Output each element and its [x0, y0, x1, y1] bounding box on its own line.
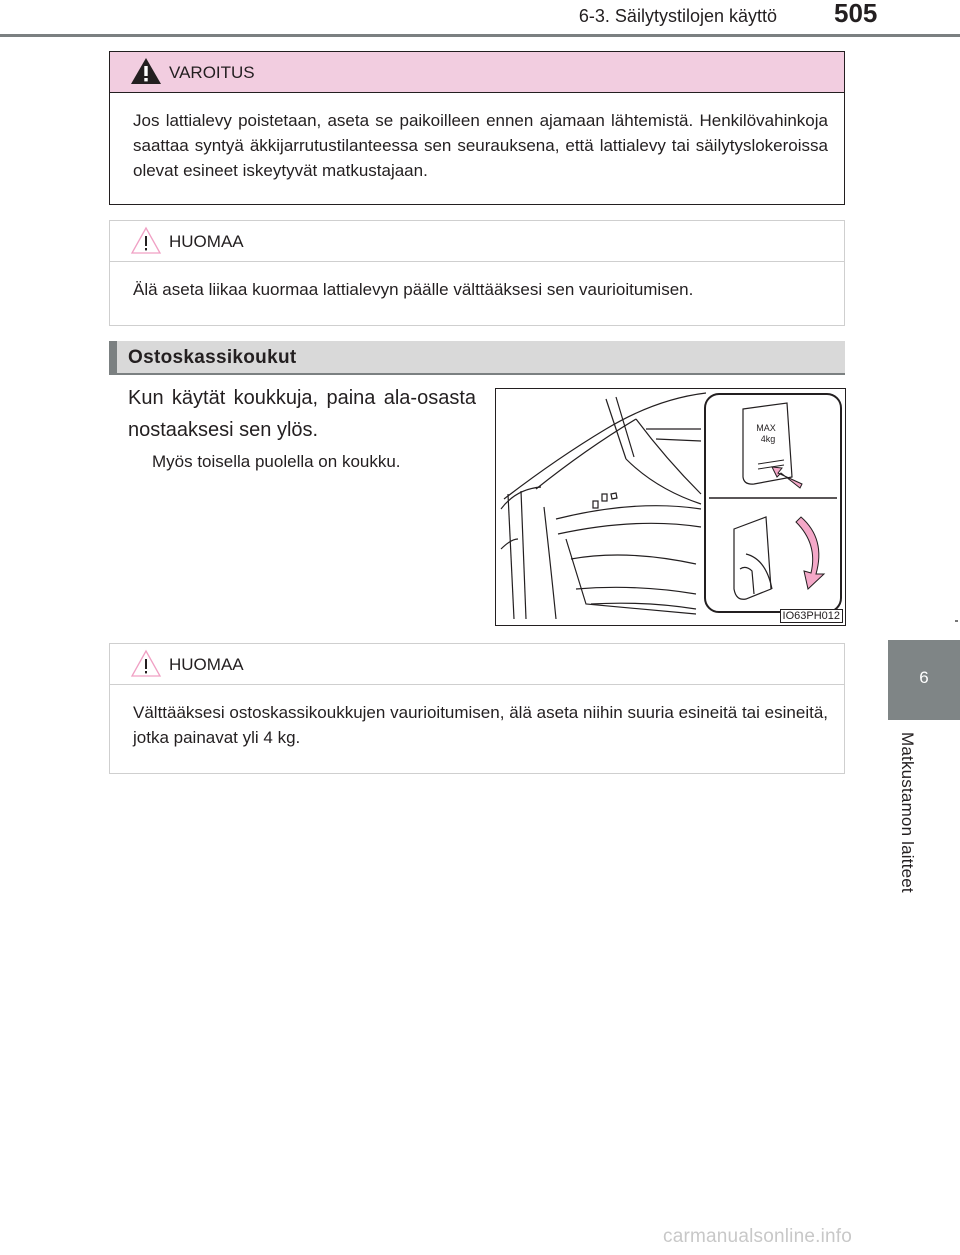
warning-box: [109, 51, 845, 205]
hook-illustration: [495, 388, 846, 626]
page-header: [0, 0, 960, 40]
caution-outline-icon: [130, 225, 162, 255]
chapter-tab[interactable]: [888, 640, 960, 720]
warning-title: VAROITUS: [169, 63, 255, 82]
chapter-number: 6: [919, 668, 929, 687]
luggage-area-drawing: [496, 389, 846, 626]
watermark: carmanualsonline.info: [663, 1226, 853, 1247]
figure-code: IO63PH012: [780, 609, 843, 623]
notice-title: HUOMAA: [169, 232, 244, 251]
warning-header: [110, 52, 844, 93]
warning-icon: [130, 56, 162, 86]
warning-text: Jos lattialevy poistetaan, aseta se paikoilleen ennen ajamaan lähtemistä. Henkilövahinkoja saattaa syntyä äkkijarrutustilanteessa sen seurauksena, että lattialevy tai säilytyslokeroissa olevat esineet iskeytyvät matkustajaan.: [133, 111, 828, 180]
page-number: 505: [834, 0, 878, 28]
notice-box-hooks: [109, 643, 845, 774]
chapter-label: Matkustamon laitteet: [898, 732, 917, 893]
figure-label-max: MAX: [756, 423, 776, 433]
caution-outline-icon: [130, 648, 162, 678]
notice-text: Älä aseta liikaa kuormaa lattialevyn päälle välttääksesi sen vaurioitumisen.: [133, 280, 694, 299]
section-title: 6-3. Säilytystilojen käyttö: [578, 6, 777, 26]
notice-title: HUOMAA: [169, 655, 244, 674]
section-heading: [109, 341, 845, 375]
section-heading-text: Ostoskassikoukut: [128, 347, 297, 368]
heading-accent: [109, 341, 117, 373]
header-rule: [0, 34, 960, 37]
instruction-text: Kun käytät koukkuja, paina ala-osasta nostaaksesi sen ylös.: [128, 387, 476, 441]
figure-label-weight: 4kg: [760, 434, 776, 444]
notice-box-floor: [109, 220, 845, 326]
notice-header: [110, 644, 844, 685]
side-mark: [955, 620, 958, 622]
notice-text: Välttääksesi ostoskassikoukkujen vaurioitumisen, älä aseta niihin suuria esineitä tai esineitä, jotka painavat yli 4 kg.: [133, 703, 828, 747]
notice-header: [110, 221, 844, 262]
sub-note: Myös toisella puolella on koukku.: [152, 452, 401, 471]
